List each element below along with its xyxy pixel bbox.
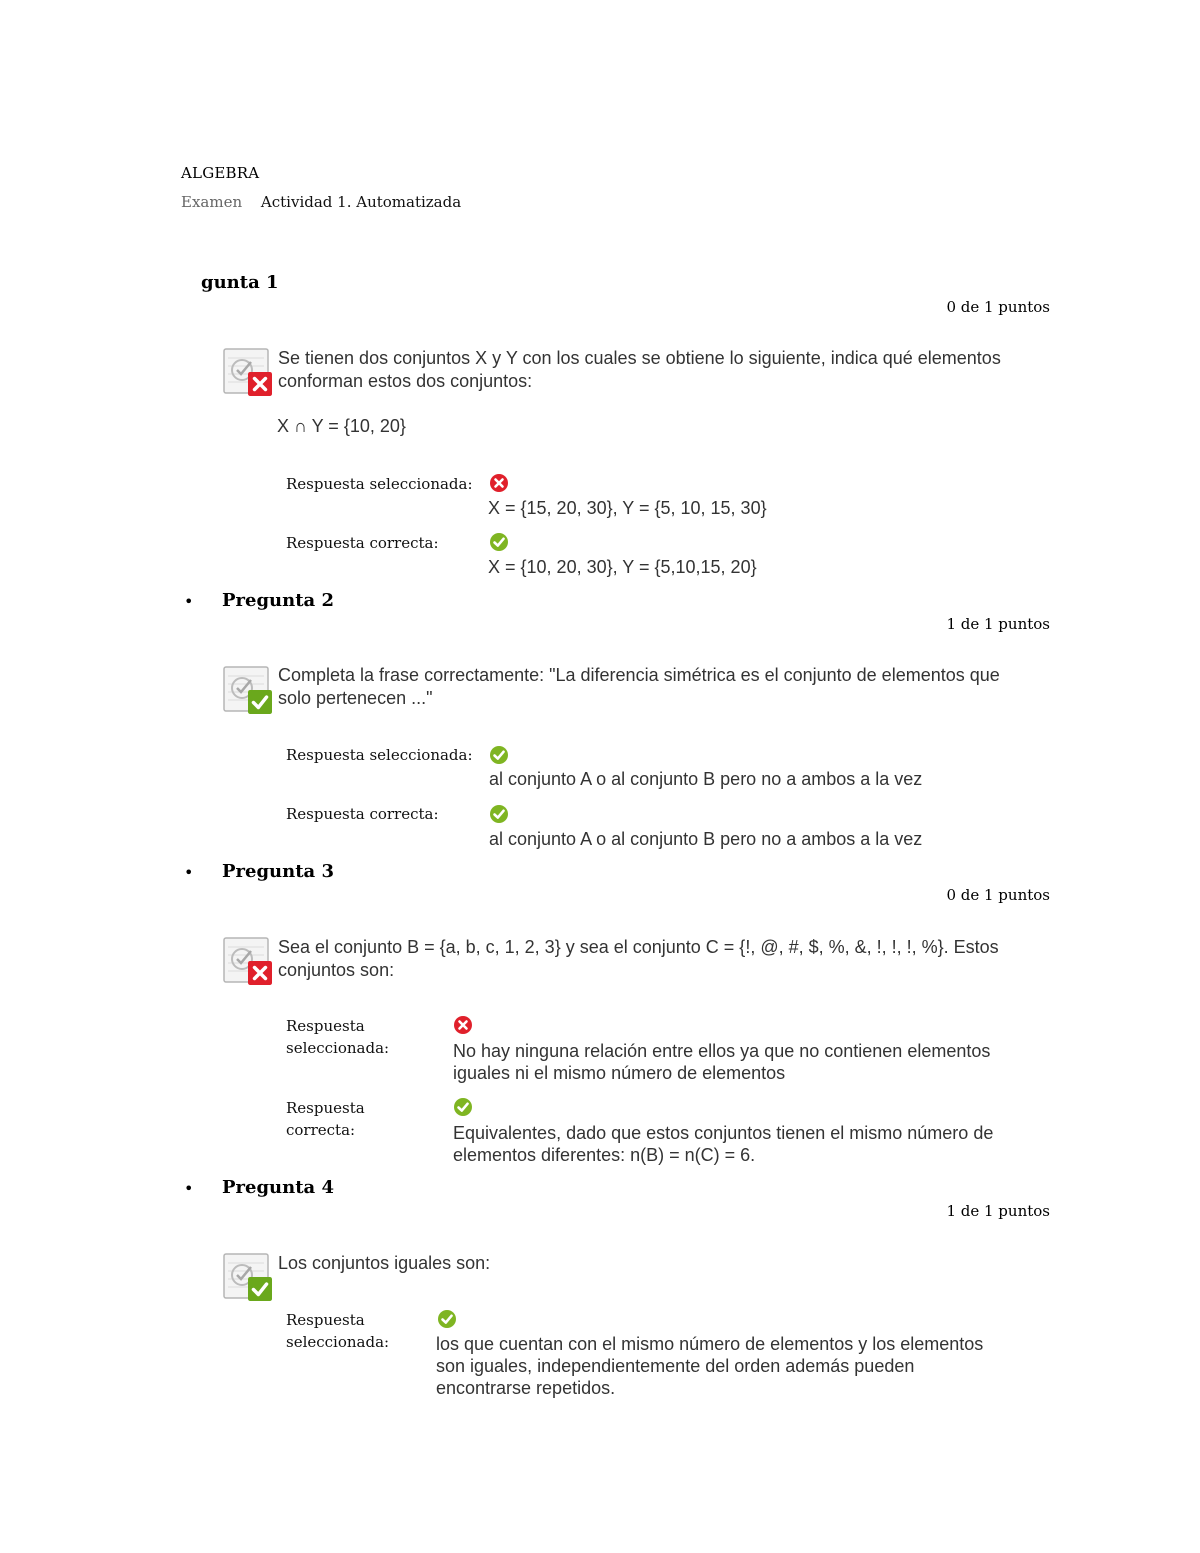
selected-answer-label: Respuesta seleccionada:	[286, 746, 473, 764]
selected-answer: al conjunto A o al conjunto B pero no a ambos a la vez	[489, 769, 923, 789]
question-status-icon	[222, 1251, 274, 1307]
correct-icon	[437, 1309, 457, 1329]
label-line: Respuesta	[286, 1311, 365, 1329]
question-points: 1 de 1 puntos	[946, 615, 1050, 633]
question-text	[278, 347, 1098, 393]
selected-answer: X = {15, 20, 30}, Y = {5, 10, 15, 30}	[488, 498, 767, 518]
incorrect-badge-icon	[248, 961, 272, 985]
breadcrumb	[181, 193, 461, 211]
correct-icon	[489, 804, 509, 824]
question-formula: X ∩ Y = {10, 20}	[277, 416, 406, 436]
answer-line: encontrarse repetidos.	[436, 1378, 616, 1398]
label-line: seleccionada:	[286, 1039, 390, 1057]
question-points: 0 de 1 puntos	[946, 298, 1050, 316]
answer-line: los que cuentan con el mismo número de elementos y los elementos	[436, 1334, 984, 1354]
correct-answer-label	[286, 1097, 365, 1141]
list-bullet: •	[184, 863, 194, 882]
correct-icon	[489, 532, 509, 552]
label-line: Respuesta	[286, 1017, 365, 1035]
question-points: 1 de 1 puntos	[946, 1202, 1050, 1220]
question-text	[278, 1252, 1098, 1275]
question-text-line: Los conjuntos iguales son:	[278, 1253, 491, 1273]
course-title: ALGEBRA	[181, 164, 260, 182]
question-text-line: Sea el conjunto B = {a, b, c, 1, 2, 3} y sea el conjunto C = {!, @, #, $, %, &, !, !, !, %}. Estos	[278, 937, 999, 957]
list-bullet: •	[184, 1179, 194, 1198]
question-text-line: conjuntos son:	[278, 960, 395, 980]
incorrect-icon	[489, 473, 509, 493]
question-heading: gunta 1	[201, 272, 279, 293]
selected-answer-label	[286, 1309, 389, 1353]
selected-answer	[436, 1333, 1086, 1399]
question-text-line: conforman estos dos conjuntos:	[278, 371, 533, 391]
incorrect-icon	[453, 1015, 473, 1035]
question-heading: Pregunta 4	[222, 1177, 334, 1198]
correct-icon	[489, 745, 509, 765]
answer-line: No hay ninguna relación entre ellos ya que no contienen elementos	[453, 1041, 991, 1061]
question-text	[278, 936, 1108, 982]
correct-badge-icon	[248, 690, 272, 714]
breadcrumb-activity[interactable]: Actividad 1. Automatizada	[260, 193, 462, 211]
question-status-icon	[222, 935, 274, 991]
question-heading: Pregunta 2	[222, 590, 334, 611]
selected-answer-label	[286, 1015, 389, 1059]
answer-line: elementos diferentes: n(B) = n(C) = 6.	[453, 1145, 756, 1165]
question-text	[278, 664, 1098, 710]
label-line: correcta:	[286, 1121, 356, 1139]
question-points: 0 de 1 puntos	[946, 886, 1050, 904]
label-line: seleccionada:	[286, 1333, 390, 1351]
list-bullet: •	[184, 592, 194, 611]
answer-line: son iguales, independientemente del orden además pueden	[436, 1356, 915, 1376]
correct-answer	[453, 1122, 1093, 1166]
label-line: Respuesta	[286, 1099, 365, 1117]
correct-answer-label: Respuesta correcta:	[286, 534, 439, 552]
question-text-line: Se tienen dos conjuntos X y Y con los cuales se obtiene lo siguiente, indica qué elementos	[278, 348, 1001, 368]
answer-line: Equivalentes, dado que estos conjuntos tienen el mismo número de	[453, 1123, 994, 1143]
question-text-line: solo pertenecen ..."	[278, 688, 433, 708]
question-status-icon	[222, 664, 274, 720]
correct-answer-label: Respuesta correcta:	[286, 805, 439, 823]
selected-answer	[453, 1040, 1093, 1084]
correct-badge-icon	[248, 1277, 272, 1301]
selected-answer-label: Respuesta seleccionada:	[286, 475, 473, 493]
answer-line: iguales ni el mismo número de elementos	[453, 1063, 786, 1083]
correct-icon	[453, 1097, 473, 1117]
correct-answer: al conjunto A o al conjunto B pero no a ambos a la vez	[489, 829, 923, 849]
breadcrumb-exam[interactable]: Examen	[181, 193, 243, 211]
question-heading: Pregunta 3	[222, 861, 334, 882]
question-status-icon	[222, 346, 274, 402]
incorrect-badge-icon	[248, 372, 272, 396]
correct-answer: X = {10, 20, 30}, Y = {5,10,15, 20}	[488, 557, 757, 577]
question-text-line: Completa la frase correctamente: "La diferencia simétrica es el conjunto de elementos que	[278, 665, 1000, 685]
